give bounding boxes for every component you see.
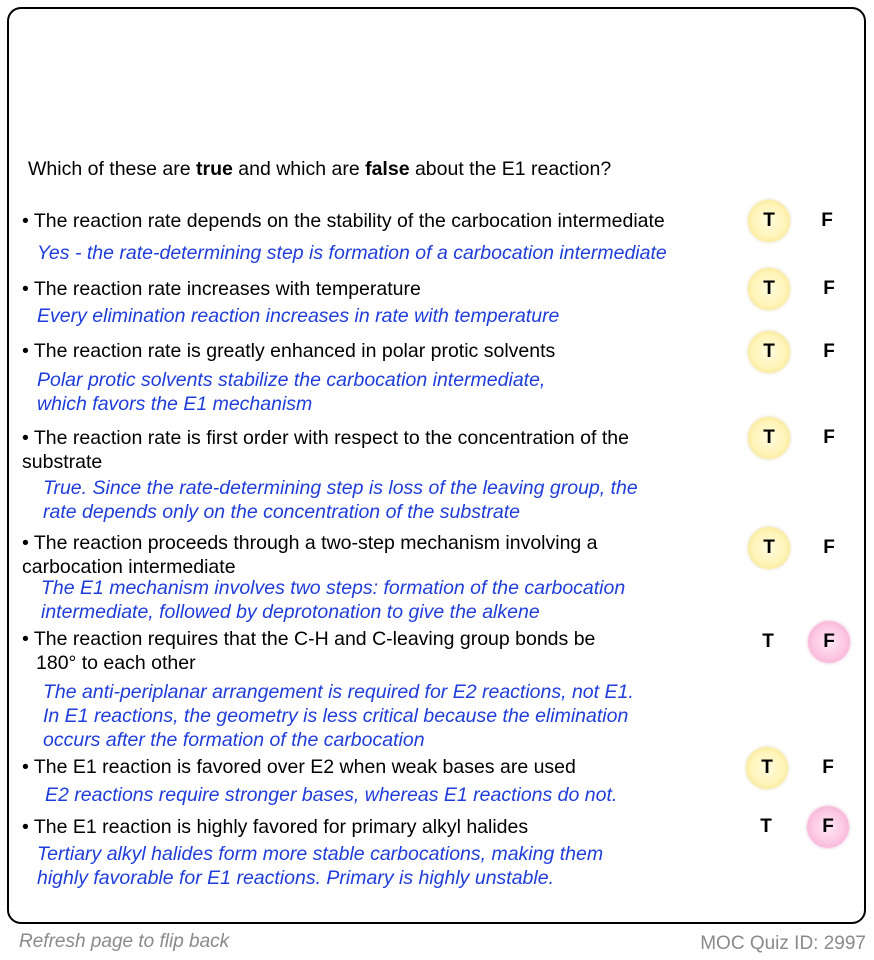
refresh-hint: Refresh page to flip back [19, 931, 230, 952]
statement-4: • The reaction rate is first order with respect to the concentration of the substrate [22, 427, 629, 473]
false-button-4[interactable]: F [823, 427, 835, 448]
explanation-2: Every elimination reaction increases in rate with temperature [37, 305, 560, 327]
true-button-6[interactable]: T [762, 631, 774, 652]
statement-2: • The reaction rate increases with temperature [22, 278, 421, 300]
statement-8: • The E1 reaction is highly favored for primary alkyl halides [22, 816, 529, 838]
explanation-3: Polar protic solvents stabilize the carbocation intermediate, which favors the E1 mechanism [37, 369, 546, 415]
false-button-6[interactable]: F [808, 621, 850, 663]
question-prompt: Which of these are true and which are false about the E1 reaction? [28, 158, 612, 180]
true-button-5[interactable]: T [748, 527, 790, 569]
explanation-6: The anti-periplanar arrangement is required for E2 reactions, not E1. In E1 reactions, the geometry is less critical because the elimination occurs after the formation of the carbocation [43, 681, 634, 751]
true-button-7[interactable]: T [746, 747, 788, 789]
true-button-2[interactable]: T [748, 268, 790, 310]
statement-7: • The E1 reaction is favored over E2 when weak bases are used [22, 756, 576, 778]
false-button-1[interactable]: F [821, 210, 833, 231]
statement-1: • The reaction rate depends on the stability of the carbocation intermediate [22, 210, 665, 232]
quiz-id: MOC Quiz ID: 2997 [700, 933, 866, 954]
statement-3: • The reaction rate is greatly enhanced in polar protic solvents [22, 340, 556, 362]
explanation-7: E2 reactions require stronger bases, whereas E1 reactions do not. [45, 784, 618, 806]
true-button-1[interactable]: T [748, 200, 790, 242]
true-button-4[interactable]: T [748, 417, 790, 459]
false-button-3[interactable]: F [823, 341, 835, 362]
explanation-4: True. Since the rate-determining step is loss of the leaving group, the rate depends only on the concentration of the substrate [43, 477, 638, 523]
explanation-1: Yes - the rate-determining step is formation of a carbocation intermediate [37, 242, 667, 264]
statement-5: • The reaction proceeds through a two-step mechanism involving a carbocation intermediate [22, 532, 598, 578]
explanation-5: The E1 mechanism involves two steps: formation of the carbocation intermediate, followed by deprotonation to give the alkene [41, 577, 626, 623]
true-button-3[interactable]: T [748, 331, 790, 373]
true-button-8[interactable]: T [760, 816, 772, 837]
false-button-7[interactable]: F [822, 757, 834, 778]
false-button-8[interactable]: F [807, 806, 849, 848]
false-button-5[interactable]: F [823, 537, 835, 558]
statement-6: • The reaction requires that the C-H and C-leaving group bonds be 180° to each other [22, 628, 596, 674]
explanation-8: Tertiary alkyl halides form more stable carbocations, making them highly favorable for E1 reactions. Primary is highly unstable. [37, 843, 604, 889]
false-button-2[interactable]: F [823, 278, 835, 299]
